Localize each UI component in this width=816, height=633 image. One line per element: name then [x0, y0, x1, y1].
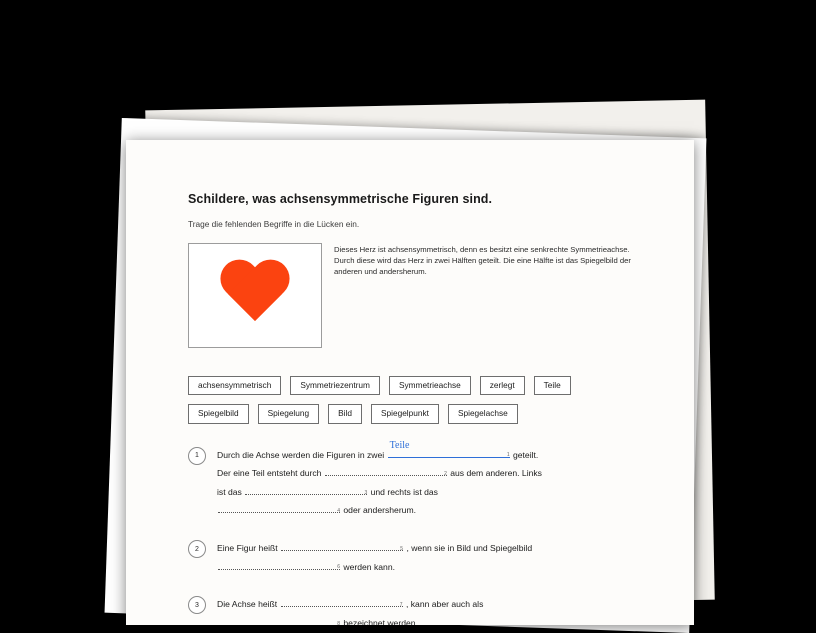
answer-blank[interactable]	[325, 464, 447, 476]
blank-number: 8	[337, 620, 340, 625]
answer-blank[interactable]	[218, 501, 340, 513]
word-chip[interactable]: zerlegt	[480, 376, 525, 395]
blank-number: 2	[444, 470, 447, 477]
figure-description	[334, 243, 634, 278]
worksheet-content	[126, 140, 694, 625]
answer-blank[interactable]	[388, 440, 510, 459]
blank-number: 3	[364, 489, 368, 496]
answer-blank[interactable]	[218, 614, 340, 625]
word-chip[interactable]: Spiegelachse	[448, 404, 518, 423]
blank-number: 7	[399, 602, 403, 608]
task-text-fragment: Die Achse heißt	[217, 599, 278, 610]
answer-blank[interactable]	[281, 595, 403, 607]
task-number: 1	[188, 447, 206, 465]
blank-number: 6	[337, 564, 340, 571]
word-chip[interactable]: Symmetriezentrum	[290, 376, 380, 395]
word-chip[interactable]: Symmetrieachse	[389, 376, 471, 395]
word-chip[interactable]: Teile	[534, 376, 571, 395]
blank-number: 5	[400, 545, 404, 552]
answer-value: Teile	[389, 440, 410, 452]
task-text-fragment: Eine Figur heißt	[217, 543, 278, 554]
word-chip[interactable]: achsensymmetrisch	[188, 376, 281, 395]
answer-blank[interactable]	[245, 483, 367, 495]
word-bank-row-2	[188, 404, 654, 423]
page-title: Schildere, was achsensymmetrische Figuren sind.	[188, 192, 493, 206]
task-text-fragment: und rechts ist das	[370, 486, 438, 497]
answer-blank[interactable]	[218, 558, 340, 570]
task-text-fragment: , wenn sie in Bild und Spiegelbild	[406, 543, 533, 554]
word-bank	[188, 376, 654, 424]
instruction-text: Trage die fehlenden Begriffe in die Lücken ein.	[188, 219, 360, 229]
worksheet-page	[126, 140, 694, 625]
task-text-fragment: ist das	[217, 486, 242, 497]
task-number: 2	[188, 540, 206, 558]
task-text	[217, 539, 532, 576]
task-text	[217, 595, 483, 625]
task-text-fragment: oder andersherum.	[343, 505, 417, 516]
figure-frame	[188, 243, 322, 348]
task-text-fragment: bezeichnet werden.	[343, 617, 418, 625]
task-text-fragment: , kann aber auch als	[405, 599, 484, 610]
word-chip[interactable]: Spiegelung	[258, 404, 320, 423]
task-list	[188, 440, 654, 625]
task-text-fragment: geteilt.	[512, 449, 539, 460]
task-text-fragment: aus dem anderen. Links	[450, 468, 542, 479]
figure-description-line-1: Dieses Herz ist achsensymmetrisch, denn es besitzt eine senkrechte Symmetrieachse.	[334, 245, 630, 254]
task-item	[188, 539, 654, 576]
heart-icon	[217, 261, 293, 331]
figure-section	[188, 243, 654, 348]
task-item	[188, 595, 654, 625]
answer-blank[interactable]	[281, 539, 403, 551]
blank-number: 1	[506, 452, 510, 459]
blank-number: 4	[337, 508, 340, 515]
word-chip[interactable]: Spiegelpunkt	[371, 404, 439, 423]
task-item	[188, 440, 654, 520]
word-chip[interactable]: Spiegelbild	[188, 404, 249, 423]
task-text-fragment: werden kann.	[343, 561, 395, 572]
figure-description-line-2: Durch diese wird das Herz in zwei Hälften geteilt. Die eine Hälfte ist das Spiegelbild der anderen und andersherum.	[334, 255, 631, 276]
word-bank-row-1	[188, 376, 654, 395]
task-number: 3	[188, 596, 206, 614]
task-text	[217, 440, 542, 520]
word-chip[interactable]: Bild	[328, 404, 362, 423]
task-text-fragment: Der eine Teil entsteht durch	[217, 468, 322, 479]
task-text-fragment: Durch die Achse werden die Figuren in zwei	[217, 449, 385, 460]
